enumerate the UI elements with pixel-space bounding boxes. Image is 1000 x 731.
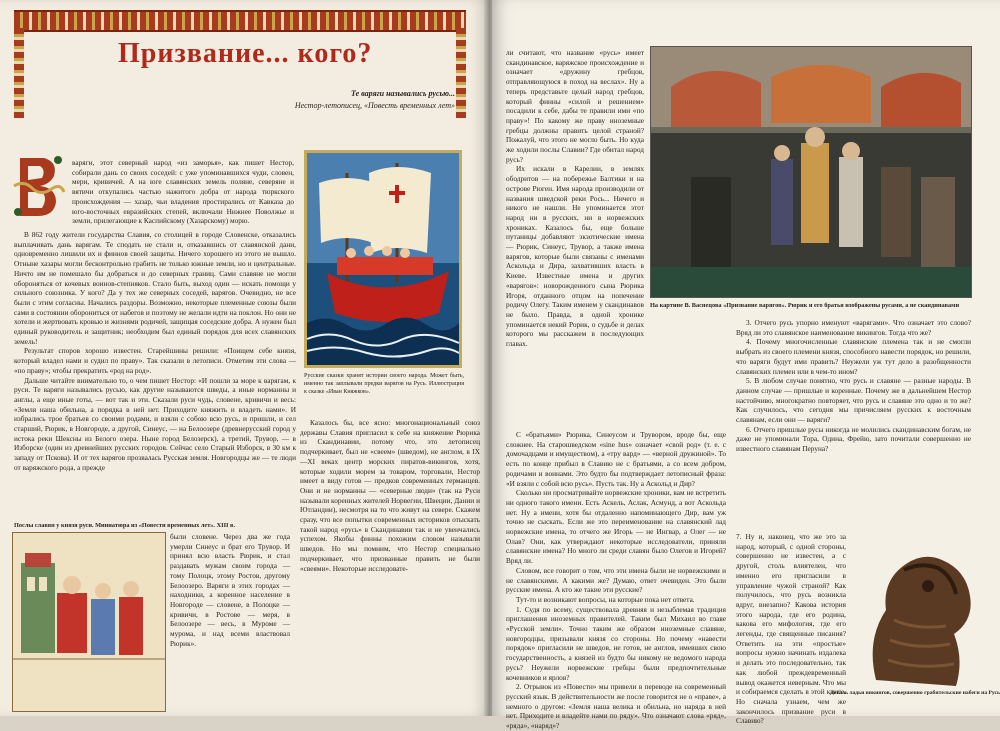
body-paragraph: 2. Отрывок из «Повести» мы привели в переводе на современный русский язык. В действительности же после говорится не о «праве», а немного о другом: «Земля наша велика и обильна, но наряда в ней нет. Приходите и владейте нами по ряду». Что означают слова «ряд», «ряда», «наряд»? — [506, 682, 726, 731]
question-paragraph: 4. Почему многочисленные славянские племена так и не смогли выбрать из своего племени князя, способного навести порядок, но решили, что варяги будут ими править? Неужели уж тут дело в разобщенности славянских племен или в чем-то ином? — [736, 337, 971, 376]
main-text-column — [14, 230, 296, 522]
ornamental-border-top — [14, 10, 466, 32]
body-paragraph: Результат споров хорошо известен. Старейшины решили: «Поищем себе князя, который владел нами и судил по праву». Так сказали в летописи. Отметим эти слова — «по праву»; чтобы прекратить «род на род». — [14, 346, 296, 375]
body-paragraph: В 862 году жители государства Славия, со столицей в городе Словенске, отказались выплачивать дань варягам. Те сподать не стали и, отказавшись от славянской дани, одновременно лишили их и финнов своей защиты. Ничего хорошего из этого не вышло. Отныне хазары могли бесконтрольно грабить не только южные земли, но и центральные. Ничто им не помешало бы добраться и до северных границ. Сами славяне не могли обороняться от кочевых воинов-степняков. Стало быть, выход один — искать помощи у сильного союзника. У кого? Да у тех же северных соседей, варягов. Очевидно, не все были с этим согласны. Начались раздоры. Возможно, некоторые племенные союзы были сами в состоянии оборониться от набегов и поэтому не желали идти на поклон. Но они не хотели и жертвовать кровью и жизнями родичей, защищая соседские добра. А нужен был единый руководитель и защитник; необходим был единый порядок для всех славянских земель! — [14, 230, 296, 346]
question-paragraph: 7. Ну и, наконец, что же это за народ, который, с одной стороны, совершенно не известен, а с другой, столь влиятелен, что именно его пригласили в управление чужой страной? Как получилось, что русь возникла вдруг, внезапно? Какова история этого народа, где его родина, какова его мифология, где его легенды, где священные писания? Ответить на эти «простые» вопросы нужно начинать издалека и делать это последовательно, так как любой преждевременный вывод окажется неверным. Что мы и собираемся сделать в этой книге. Но сначала узнаем, чем же закончилось призвание руси в Славию? — [736, 532, 846, 726]
drop-cap-letter-v — [10, 152, 66, 220]
intro-paragraph — [72, 158, 294, 228]
body-paragraph: ли считают, что название «русь» имеет скандинавское, варяжское происхождение и означает «дружину гребцов, отправляющуюся в поход на веслах». Ну а теперь представьте целый народ гребцов, который финны «силой и решением» посадили к себе, дабы те правили ими «по праву»! По какому же праву иноземные гребцы должны править целой страной? Пожалуй, что этого не могло быть. Но куда же ходили послы Славии? Где обитал народ русь? — [506, 48, 644, 164]
painting-caption: На картине В. Васнецова «Призвание варягов». Рюрик и его братья изображены русами, а не скандинавами — [650, 302, 960, 309]
right-text-column-2 — [506, 430, 726, 731]
question-paragraph: 3. Отчего русь упорно именуют «варягами». Что означает это слово? Вряд ли это славянское наименование викингов. Тогда что же? — [736, 318, 971, 337]
epigraph-quote: Те варяги назывались русью... — [351, 89, 455, 98]
body-paragraph: Дальше читайте внимательно то, о чем пишет Нестор: «И пошли за море к варягам, к руси. Те варяги назывались русью, как другие называются шведы, а иные норманны и англы, а еще иные готы, — вот так и эти. Сказали руси чудь, словене, кривичи и весь: «Земля наша обильна, а порядка в ней нет. Приходите княжить и владеть нами». И избрались трое братьев со своими родами, и взяли с собою всю русь, и пришли, и сел старший, Рюрик, в Новгороде, а другой, Синеус, — на Белоозере (древнерусский город у истока реки Шексны из Белого озера. Ныне город Белозерск), а третий, Трувор, — в Изборске (один из древнейших русских городов. Сейчас село Старый Изборск, в 30 км к западу от Пскова). И от тех варягов прозвалась Русская земля. Новгородцы же — те люди от варяжского рода, а прежде — [14, 375, 296, 472]
viking-ship-carving-image — [846, 530, 996, 690]
epigraph — [215, 88, 455, 111]
ornamental-border-right — [456, 28, 466, 118]
chronicle-miniature — [12, 532, 166, 712]
ornamental-border-left — [14, 28, 24, 118]
right-text-column-3 — [736, 318, 971, 532]
intro-text: варяги, этот северный народ «из заморья», как пишет Нестор, собирали дань со своих соседей: с уже упоминавшихся чуди, словен, мери, кривичей. А на юге славянских земель полянe, северяне и вятичи откупались частью нажитого добра от народа тюркского происхождения — хазар, чьи владения простирались от Кавказа до юго-восточных евразийских степей, включали Нижнее Поволжье и земли, прилегающие к Каспийскому (Хазарскому) морю. — [72, 158, 294, 226]
text-column-3 — [170, 532, 290, 712]
ship-illustration-caption: Русские сказки хранят истории своего народа. Может быть, именно так заплывали предки варягов на Русь. Иллюстрация к сказке «Иван Княжков». — [304, 373, 464, 396]
body-paragraph: были словене. Через два же года умерли Синеус и брат его Трувор. И принял всю власть Рюрик, и стал раздавать мужам своим города — тому Полоцк, этому Ростов, другому Белоозеро. Варяги в этих городах — находники, а коренное население в Новгороде — словене, в Полоцке — кривичи, в Ростове — меря, в Белоозере — весь, в Муроме — мурома, и над всеми властвовал Рюрик». — [170, 532, 290, 648]
question-paragraph: 5. В любом случае понятно, что русь и славяне — разные народы. В данном случае — пришлые и коренные. Почему же в дальнейшем Нестор настойчиво, многократно повторяет, что русь и славяне это одно и то же? Как случилось, что сегодня мы причисляем русских к восточным славянам, если они — варяги? — [736, 376, 971, 425]
right-text-column-4 — [736, 532, 846, 726]
miniature-painting — [13, 533, 165, 711]
body-paragraph: Их искали в Карелии, в землях ободритов — на побережье Балтики и на острове Рюген. Имя народа производили от названия шведской реки Рось... Ничего и никого не нашли. Не упоминается этот народ ни в русских, ни в норвежских хрониках. Казалось бы, еще больше путаницы добавляют экзотические имена — Рюрик, Синеус, Трувор, а также имена варягов, которые были связаны с именами Аскольда и Дира, захвативших власть в Киеве. Известные имена и других «варягов»: новорожденного сына Рюрика Игоря, отданного отцом на попечение родичу Олегу. Таким именем у скандинавов не было. Правда, в одной хронике упоминается некий Рорик, о судьбе и делах которого мы расскажем в последующих главах. — [506, 164, 644, 349]
carving-caption: Деталь ладьи викингов, совершенно грабительские набеги на Русь — [829, 690, 1000, 696]
left-page — [0, 0, 490, 716]
body-paragraph: С «братьями» Рюрика, Синеусом и Трувором, вроде бы, еще сложнее. На старошведском «sine hus» означает «свой род» (т. е. с домочадцами и имуществом), а «тру вард» — «верной дружиной». То есть по конце прибыл в Славию не с братьями, а со всем добром, родичами и воинами. Это будто бы подтверждает летописный фраза: «И взяли с собой всю русь». Пусть так. Ну а Аскольд и Дир? — [506, 430, 726, 488]
question-paragraph: 6. Отчего пришлые русы никогда не молились скандинавским богам, не даже не упоминали Тора, Одина, Фрейю, зато почитали совершенно не известного славянам Перуна? — [736, 424, 971, 454]
epigraph-source: Нестор-летописец, «Повесть временных лет» — [294, 100, 455, 110]
body-paragraph: Словом, все говорит о том, что эти имена были не норвежскими и не славянскими. А какими же? Думаю, ответ очевиден. Это были русские имена. А кто же такие эти русские? — [506, 565, 726, 595]
text-column-4 — [300, 418, 480, 714]
right-text-column-1 — [506, 48, 644, 428]
miniature-caption: Послы славян у князя руси. Миниатюра из «Повести временных лет». XIII в. — [14, 522, 236, 529]
vasnetsov-painting — [650, 46, 972, 298]
page-title: Призвание... кого? — [118, 38, 373, 69]
body-paragraph: Казалось бы, все ясно: многонациональный союз державы Славия пригласил к себе на княжение Рюрика из Скандинавии, потому что, это летописец подчеркивает, был не «свеем» (шведом), не англом, в IX—XI веках центр морских пиратов-викингов, хотя, которые ходили морем за товаром, торговали, Нестор имеет в виду готов — предков современных германцев. Они и не норманны — «северные люди» (так на Руси называли коренных жителей Норвегии, Швеции, Дании и Ютландии), несмотря на то что живут на севере. Скажем сразу, что все попытки современных историков отыскать такой народ «русь» в Скандинавии так и не увенчались успехом. Якобы финны похожим словом называли шведов. Но мы помним, что Нестор специально подчеркивает, что призванные править не были «свеями». Некоторые исследовате- — [300, 418, 480, 573]
body-paragraph: Сколько ни просматривайте норвежские хроники, вам не встретить ни одного такого имени. Есть Аскель, Аслак, Асмунд, а вот Аскольда нет. Ну а имени, хотя бы отдаленно напоминающего Дир, вам уж точно не сыскать. Если же это переименование на славянский лад норвежские имена, то отчего же Игорь — не Ингвар, а Олег — не Олав? Они, как утверждают некоторые исследователи, приняли славянские имена? Но много ли среди славян было Олегов и Игорей? Вряд ли. — [506, 488, 726, 566]
body-paragraph: 1. Судя по всему, существовала древняя и незыблемая традиция приглашения иноземных правителей. Таким был Михаил во главе «Русской земли». Точно таким же образом иноземные славяне, новгородцы, призывали князя со стороны. Но почему «навести порядок» пригласили не шведов, не готов, не англов, имевших свою государственность, а князей из будто бы никому не ведомого народа русь? Неужели норвежские гребцы были предпочтительные кочевников и ярлов? — [506, 604, 726, 682]
body-paragraph: Тут-то и возникают вопросы, на которые пока нет ответа. — [516, 594, 695, 604]
ship-illustration — [304, 150, 462, 368]
